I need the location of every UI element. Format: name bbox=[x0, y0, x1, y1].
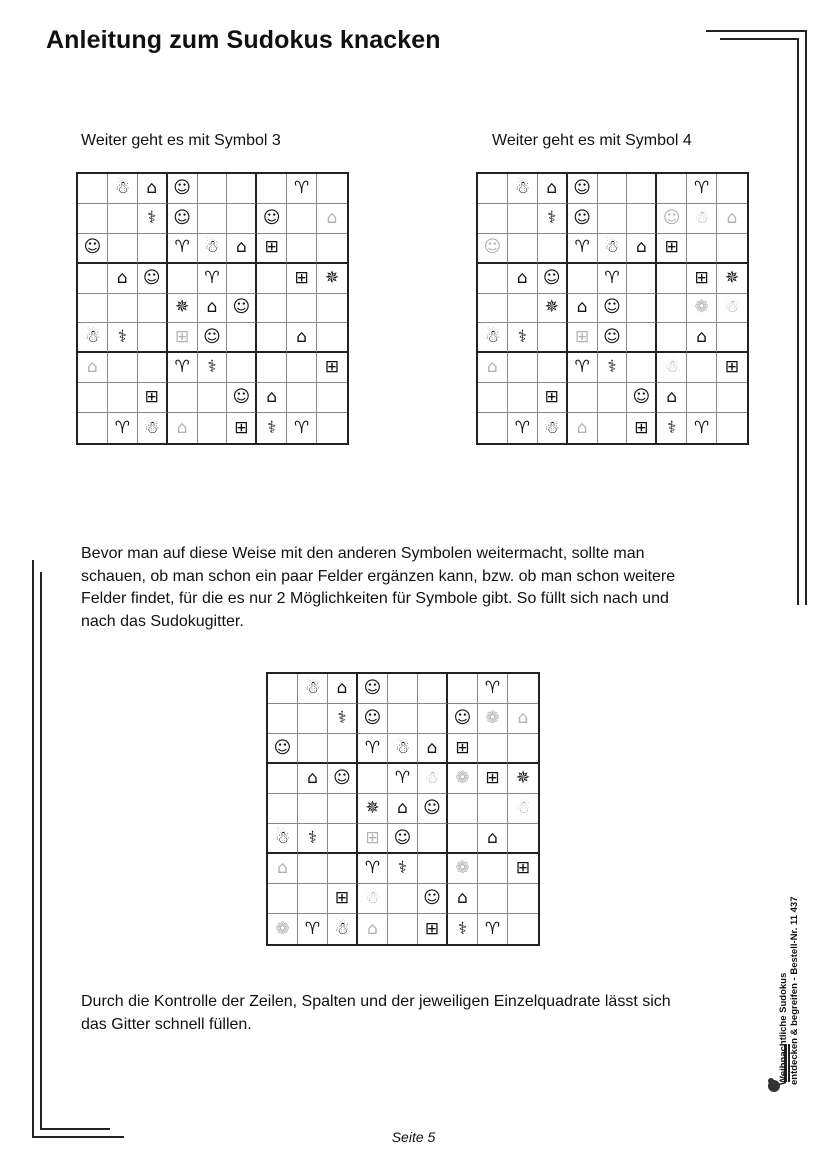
sudoku-cell-empty bbox=[687, 234, 717, 264]
crib-icon: ⌂ bbox=[198, 294, 228, 324]
ornament-ball-icon: ❁ bbox=[448, 764, 478, 794]
sock-icon: ♈ bbox=[168, 353, 198, 383]
candy-cane-icon: ⚕ bbox=[328, 704, 358, 734]
face-bust-icon: ☺ bbox=[328, 764, 358, 794]
sudoku-cell-empty bbox=[108, 204, 138, 234]
sudoku-cell-empty bbox=[198, 383, 228, 413]
present-icon: ⊞ bbox=[168, 323, 198, 353]
sudoku-cell-empty bbox=[657, 294, 687, 324]
star-icon: ✵ bbox=[717, 264, 747, 294]
sudoku-cell-empty bbox=[478, 264, 508, 294]
present-icon: ⊞ bbox=[138, 383, 168, 413]
candy-cane-icon: ⚕ bbox=[198, 353, 228, 383]
sudoku-cell-empty bbox=[657, 323, 687, 353]
gingerbread-man-icon: ☃ bbox=[78, 323, 108, 353]
crib-icon: ⌂ bbox=[568, 413, 598, 443]
frame-line-left-2 bbox=[40, 572, 42, 1130]
sudoku-cell-empty bbox=[418, 674, 448, 704]
candy-cane-icon: ⚕ bbox=[598, 353, 628, 383]
face-bust-icon: ☺ bbox=[388, 824, 418, 854]
present-icon: ⊞ bbox=[478, 764, 508, 794]
sudoku-cell-empty bbox=[108, 234, 138, 264]
sudoku-cell-empty bbox=[268, 794, 298, 824]
sudoku-cell-empty bbox=[508, 914, 538, 944]
sudoku-cell-empty bbox=[317, 323, 347, 353]
face-bust-icon: ☺ bbox=[198, 323, 228, 353]
sudoku-cell-empty bbox=[298, 704, 328, 734]
face-bust-icon: ☺ bbox=[478, 234, 508, 264]
crib-icon: ⌂ bbox=[568, 294, 598, 324]
sudoku-cell-empty bbox=[627, 323, 657, 353]
sudoku-cell-empty bbox=[287, 294, 317, 324]
paragraph-conclusion bbox=[81, 991, 761, 1036]
sudoku-cell-empty bbox=[298, 884, 328, 914]
crib-icon: ⌂ bbox=[257, 383, 287, 413]
sudoku-cell-empty bbox=[478, 383, 508, 413]
sudoku-cell-empty bbox=[508, 674, 538, 704]
crib-icon: ⌂ bbox=[478, 353, 508, 383]
sudoku-cell-empty bbox=[478, 204, 508, 234]
present-icon: ⊞ bbox=[508, 854, 538, 884]
sudoku-cell-empty bbox=[287, 234, 317, 264]
face-bust-icon: ☺ bbox=[538, 264, 568, 294]
sudoku-cell-empty bbox=[358, 764, 388, 794]
gingerbread-man-icon: ☃ bbox=[388, 734, 418, 764]
present-icon: ⊞ bbox=[328, 884, 358, 914]
face-bust-icon: ☺ bbox=[657, 204, 687, 234]
face-bust-icon: ☺ bbox=[168, 204, 198, 234]
gingerbread-man-icon: ☃ bbox=[598, 234, 628, 264]
frame-line-right-1 bbox=[805, 30, 807, 605]
candy-cane-icon: ⚕ bbox=[448, 914, 478, 944]
gingerbread-man-icon: ☃ bbox=[298, 674, 328, 704]
candy-cane-icon: ⚕ bbox=[138, 204, 168, 234]
sudoku-cell-empty bbox=[717, 413, 747, 443]
face-bust-icon: ☺ bbox=[168, 174, 198, 204]
sudoku-cell-empty bbox=[78, 383, 108, 413]
crib-icon: ⌂ bbox=[388, 794, 418, 824]
crib-icon: ⌂ bbox=[627, 234, 657, 264]
crib-icon: ⌂ bbox=[227, 234, 257, 264]
crib-icon: ⌂ bbox=[268, 854, 298, 884]
gingerbread-man-icon: ☃ bbox=[108, 174, 138, 204]
sudoku-cell-empty bbox=[568, 383, 598, 413]
sudoku-cell-empty bbox=[257, 294, 287, 324]
sudoku-cell-empty bbox=[388, 674, 418, 704]
sudoku-cell-empty bbox=[657, 264, 687, 294]
crib-icon: ⌂ bbox=[78, 353, 108, 383]
sudoku-cell-empty bbox=[317, 383, 347, 413]
sudoku-cell-empty bbox=[508, 824, 538, 854]
present-icon: ⊞ bbox=[317, 353, 347, 383]
sudoku-cell-empty bbox=[538, 353, 568, 383]
candy-cane-icon: ⚕ bbox=[388, 854, 418, 884]
sudoku-cell-empty bbox=[257, 353, 287, 383]
sudoku-cell-empty bbox=[687, 353, 717, 383]
sock-icon: ♈ bbox=[687, 174, 717, 204]
present-icon: ⊞ bbox=[287, 264, 317, 294]
sudoku-cell-empty bbox=[78, 294, 108, 324]
sudoku-cell-empty bbox=[478, 794, 508, 824]
sock-icon: ♈ bbox=[687, 413, 717, 443]
sudoku-cell-empty bbox=[598, 174, 628, 204]
sudoku-cell-empty bbox=[227, 174, 257, 204]
sudoku-grid-symbol-4 bbox=[476, 172, 749, 445]
sock-icon: ♈ bbox=[598, 264, 628, 294]
present-icon: ⊞ bbox=[448, 734, 478, 764]
sudoku-cell-empty bbox=[317, 413, 347, 443]
face-bust-icon: ☺ bbox=[358, 674, 388, 704]
sock-icon: ♈ bbox=[568, 353, 598, 383]
sudoku-cell-empty bbox=[138, 353, 168, 383]
sudoku-cell-empty bbox=[227, 323, 257, 353]
sudoku-cell-empty bbox=[508, 383, 538, 413]
present-icon: ⊞ bbox=[538, 383, 568, 413]
sudoku-cell-empty bbox=[257, 323, 287, 353]
star-icon: ✵ bbox=[538, 294, 568, 324]
sudoku-cell-empty bbox=[328, 854, 358, 884]
present-icon: ⊞ bbox=[418, 914, 448, 944]
star-icon: ✵ bbox=[358, 794, 388, 824]
paragraph-intro-line-1: Bevor man auf diese Weise mit den anderen Symbolen weitermacht, sollte man bbox=[81, 545, 645, 562]
sudoku-cell-empty bbox=[298, 854, 328, 884]
publisher-sidebar-text bbox=[778, 897, 800, 1086]
sudoku-cell-empty bbox=[418, 704, 448, 734]
gingerbread-man-icon: ☃ bbox=[328, 914, 358, 944]
present-icon: ⊞ bbox=[687, 264, 717, 294]
paragraph-intro-line-3: Felder findet, für die es nur 2 Möglichkeiten für Symbole gibt. So füllt sich nach und bbox=[81, 590, 669, 607]
ornament-ball-icon: ❁ bbox=[478, 704, 508, 734]
sudoku-cell-empty bbox=[78, 174, 108, 204]
sudoku-cell-empty bbox=[478, 884, 508, 914]
sudoku-cell-empty bbox=[627, 353, 657, 383]
gingerbread-man-icon: ☃ bbox=[138, 413, 168, 443]
sudoku-cell-empty bbox=[257, 264, 287, 294]
sudoku-grid-final bbox=[266, 672, 540, 946]
frame-line-right-2 bbox=[797, 38, 799, 605]
sudoku-cell-empty bbox=[108, 294, 138, 324]
sudoku-cell-empty bbox=[538, 234, 568, 264]
sock-icon: ♈ bbox=[358, 854, 388, 884]
gingerbread-man-icon: ☃ bbox=[657, 353, 687, 383]
crib-icon: ⌂ bbox=[508, 704, 538, 734]
sudoku-cell-empty bbox=[598, 383, 628, 413]
paragraph-intro-line-4: nach das Sudokugitter. bbox=[81, 612, 244, 630]
sudoku-cell-empty bbox=[168, 264, 198, 294]
frame-line-top-right-1 bbox=[706, 30, 806, 32]
sudoku-cell-empty bbox=[478, 174, 508, 204]
sudoku-cell-empty bbox=[257, 174, 287, 204]
sudoku-cell-empty bbox=[78, 204, 108, 234]
face-bust-icon: ☺ bbox=[138, 264, 168, 294]
ornament-ball-icon: ❁ bbox=[687, 294, 717, 324]
sudoku-cell-empty bbox=[138, 323, 168, 353]
face-bust-icon: ☺ bbox=[418, 794, 448, 824]
sudoku-cell-empty bbox=[287, 383, 317, 413]
crib-icon: ⌂ bbox=[418, 734, 448, 764]
star-icon: ✵ bbox=[317, 264, 347, 294]
sudoku-cell-empty bbox=[717, 383, 747, 413]
sock-icon: ♈ bbox=[198, 264, 228, 294]
star-icon: ✵ bbox=[168, 294, 198, 324]
face-bust-icon: ☺ bbox=[568, 204, 598, 234]
crib-icon: ⌂ bbox=[317, 204, 347, 234]
crib-icon: ⌂ bbox=[108, 264, 138, 294]
crib-icon: ⌂ bbox=[448, 884, 478, 914]
present-icon: ⊞ bbox=[358, 824, 388, 854]
gingerbread-man-icon: ☃ bbox=[358, 884, 388, 914]
face-bust-icon: ☺ bbox=[568, 174, 598, 204]
sudoku-cell-empty bbox=[138, 234, 168, 264]
present-icon: ⊞ bbox=[257, 234, 287, 264]
sudoku-cell-empty bbox=[717, 323, 747, 353]
sudoku-cell-empty bbox=[287, 204, 317, 234]
paragraph-conclusion-line-2: das Gitter schnell füllen. bbox=[81, 1015, 252, 1033]
sudoku-cell-empty bbox=[508, 294, 538, 324]
gingerbread-man-icon: ☃ bbox=[268, 824, 298, 854]
sudoku-cell-empty bbox=[227, 204, 257, 234]
candy-cane-icon: ⚕ bbox=[657, 413, 687, 443]
sudoku-cell-empty bbox=[508, 204, 538, 234]
figure-label-right: Weiter geht es mit Symbol 4 bbox=[492, 132, 692, 149]
sudoku-cell-empty bbox=[418, 824, 448, 854]
sock-icon: ♈ bbox=[568, 234, 598, 264]
sudoku-cell-empty bbox=[418, 854, 448, 884]
sudoku-cell-empty bbox=[317, 234, 347, 264]
sudoku-cell-empty bbox=[627, 204, 657, 234]
sudoku-cell-empty bbox=[717, 234, 747, 264]
sudoku-cell-empty bbox=[508, 234, 538, 264]
sudoku-cell-empty bbox=[388, 914, 418, 944]
crib-icon: ⌂ bbox=[138, 174, 168, 204]
sudoku-cell-empty bbox=[568, 264, 598, 294]
sock-icon: ♈ bbox=[287, 413, 317, 443]
sudoku-cell-empty bbox=[268, 884, 298, 914]
paragraph-intro-line-2: schauen, ob man schon ein paar Felder ergänzen kann, bzw. ob man schon weitere bbox=[81, 567, 676, 585]
sudoku-cell-empty bbox=[448, 824, 478, 854]
sudoku-cell-empty bbox=[388, 704, 418, 734]
crib-icon: ⌂ bbox=[508, 264, 538, 294]
crib-icon: ⌂ bbox=[538, 174, 568, 204]
sudoku-cell-empty bbox=[198, 174, 228, 204]
sudoku-cell-empty bbox=[478, 854, 508, 884]
sudoku-cell-empty bbox=[508, 884, 538, 914]
paragraph-conclusion-line-1: Durch die Kontrolle der Zeilen, Spalten und der jeweiligen Einzelquadrate lässt sich bbox=[81, 993, 671, 1010]
sudoku-cell-empty bbox=[538, 323, 568, 353]
sock-icon: ♈ bbox=[388, 764, 418, 794]
sudoku-cell-empty bbox=[108, 383, 138, 413]
present-icon: ⊞ bbox=[227, 413, 257, 443]
sudoku-cell-empty bbox=[78, 264, 108, 294]
sock-icon: ♈ bbox=[108, 413, 138, 443]
sudoku-cell-empty bbox=[298, 734, 328, 764]
face-bust-icon: ☺ bbox=[227, 383, 257, 413]
sidebar-line-2: entdecken & begreifen - Bestell-Nr. 11 437 bbox=[789, 896, 800, 1085]
sock-icon: ♈ bbox=[168, 234, 198, 264]
sock-icon: ♈ bbox=[298, 914, 328, 944]
present-icon: ⊞ bbox=[627, 413, 657, 443]
sudoku-cell-empty bbox=[78, 413, 108, 443]
sock-icon: ♈ bbox=[508, 413, 538, 443]
sudoku-cell-empty bbox=[478, 413, 508, 443]
present-icon: ⊞ bbox=[568, 323, 598, 353]
crib-icon: ⌂ bbox=[358, 914, 388, 944]
gingerbread-man-icon: ☃ bbox=[538, 413, 568, 443]
page-title: Anleitung zum Sudokus knacken bbox=[46, 26, 441, 54]
sudoku-cell-empty bbox=[388, 884, 418, 914]
page-number: Seite 5 bbox=[391, 1129, 436, 1145]
crib-icon: ⌂ bbox=[298, 764, 328, 794]
face-bust-icon: ☺ bbox=[627, 383, 657, 413]
crib-icon: ⌂ bbox=[687, 323, 717, 353]
frame-line-top-right-2 bbox=[720, 38, 798, 40]
candy-cane-icon: ⚕ bbox=[108, 323, 138, 353]
ornament-ball-icon: ❁ bbox=[448, 854, 478, 884]
gingerbread-man-icon: ☃ bbox=[478, 323, 508, 353]
sudoku-cell-empty bbox=[317, 294, 347, 324]
paragraph-intro bbox=[81, 543, 761, 633]
present-icon: ⊞ bbox=[657, 234, 687, 264]
face-bust-icon: ☺ bbox=[418, 884, 448, 914]
face-bust-icon: ☺ bbox=[227, 294, 257, 324]
face-bust-icon: ☺ bbox=[598, 294, 628, 324]
sudoku-cell-empty bbox=[268, 674, 298, 704]
sudoku-cell-empty bbox=[478, 294, 508, 324]
face-bust-icon: ☺ bbox=[257, 204, 287, 234]
present-icon: ⊞ bbox=[717, 353, 747, 383]
gingerbread-man-icon: ☃ bbox=[198, 234, 228, 264]
candy-cane-icon: ⚕ bbox=[508, 323, 538, 353]
sudoku-cell-empty bbox=[268, 764, 298, 794]
crib-icon: ⌂ bbox=[328, 674, 358, 704]
sudoku-cell-empty bbox=[478, 734, 508, 764]
sock-icon: ♈ bbox=[478, 674, 508, 704]
crib-icon: ⌂ bbox=[478, 824, 508, 854]
sudoku-cell-empty bbox=[227, 353, 257, 383]
sudoku-cell-empty bbox=[317, 174, 347, 204]
sudoku-cell-empty bbox=[627, 264, 657, 294]
gingerbread-man-icon: ☃ bbox=[508, 174, 538, 204]
gingerbread-man-icon: ☃ bbox=[418, 764, 448, 794]
gingerbread-man-icon: ☃ bbox=[687, 204, 717, 234]
sudoku-cell-empty bbox=[287, 353, 317, 383]
sudoku-cell-empty bbox=[268, 704, 298, 734]
sudoku-cell-empty bbox=[198, 413, 228, 443]
sudoku-cell-empty bbox=[448, 794, 478, 824]
sudoku-cell-empty bbox=[328, 794, 358, 824]
sock-icon: ♈ bbox=[287, 174, 317, 204]
sudoku-cell-empty bbox=[448, 674, 478, 704]
sudoku-cell-empty bbox=[138, 294, 168, 324]
frame-line-left-1 bbox=[32, 560, 34, 1138]
gingerbread-man-icon: ☃ bbox=[508, 794, 538, 824]
sudoku-cell-empty bbox=[598, 204, 628, 234]
sidebar-line-1: Weihnachtliche Sudokus bbox=[778, 972, 789, 1085]
sudoku-grid-symbol-3 bbox=[76, 172, 349, 445]
sudoku-cell-empty bbox=[717, 174, 747, 204]
sudoku-cell-empty bbox=[687, 383, 717, 413]
sudoku-cell-empty bbox=[657, 174, 687, 204]
sudoku-cell-empty bbox=[108, 353, 138, 383]
sudoku-cell-empty bbox=[198, 204, 228, 234]
sudoku-cell-empty bbox=[328, 824, 358, 854]
sock-icon: ♈ bbox=[478, 914, 508, 944]
candy-cane-icon: ⚕ bbox=[298, 824, 328, 854]
candy-cane-icon: ⚕ bbox=[257, 413, 287, 443]
crib-icon: ⌂ bbox=[717, 204, 747, 234]
face-bust-icon: ☺ bbox=[268, 734, 298, 764]
sudoku-cell-empty bbox=[227, 264, 257, 294]
sudoku-cell-empty bbox=[168, 383, 198, 413]
sudoku-cell-empty bbox=[627, 294, 657, 324]
sudoku-cell-empty bbox=[328, 734, 358, 764]
ornament-ball-icon: ❁ bbox=[268, 914, 298, 944]
face-bust-icon: ☺ bbox=[448, 704, 478, 734]
sudoku-cell-empty bbox=[508, 734, 538, 764]
sock-icon: ♈ bbox=[358, 734, 388, 764]
crib-icon: ⌂ bbox=[168, 413, 198, 443]
face-bust-icon: ☺ bbox=[598, 323, 628, 353]
candy-cane-icon: ⚕ bbox=[538, 204, 568, 234]
gingerbread-man-icon: ☃ bbox=[717, 294, 747, 324]
face-bust-icon: ☺ bbox=[358, 704, 388, 734]
sudoku-cell-empty bbox=[298, 794, 328, 824]
crib-icon: ⌂ bbox=[287, 323, 317, 353]
face-bust-icon: ☺ bbox=[78, 234, 108, 264]
crib-icon: ⌂ bbox=[657, 383, 687, 413]
star-icon: ✵ bbox=[508, 764, 538, 794]
figure-label-left: Weiter geht es mit Symbol 3 bbox=[81, 132, 281, 149]
sudoku-cell-empty bbox=[627, 174, 657, 204]
sudoku-cell-empty bbox=[598, 413, 628, 443]
sudoku-cell-empty bbox=[508, 353, 538, 383]
